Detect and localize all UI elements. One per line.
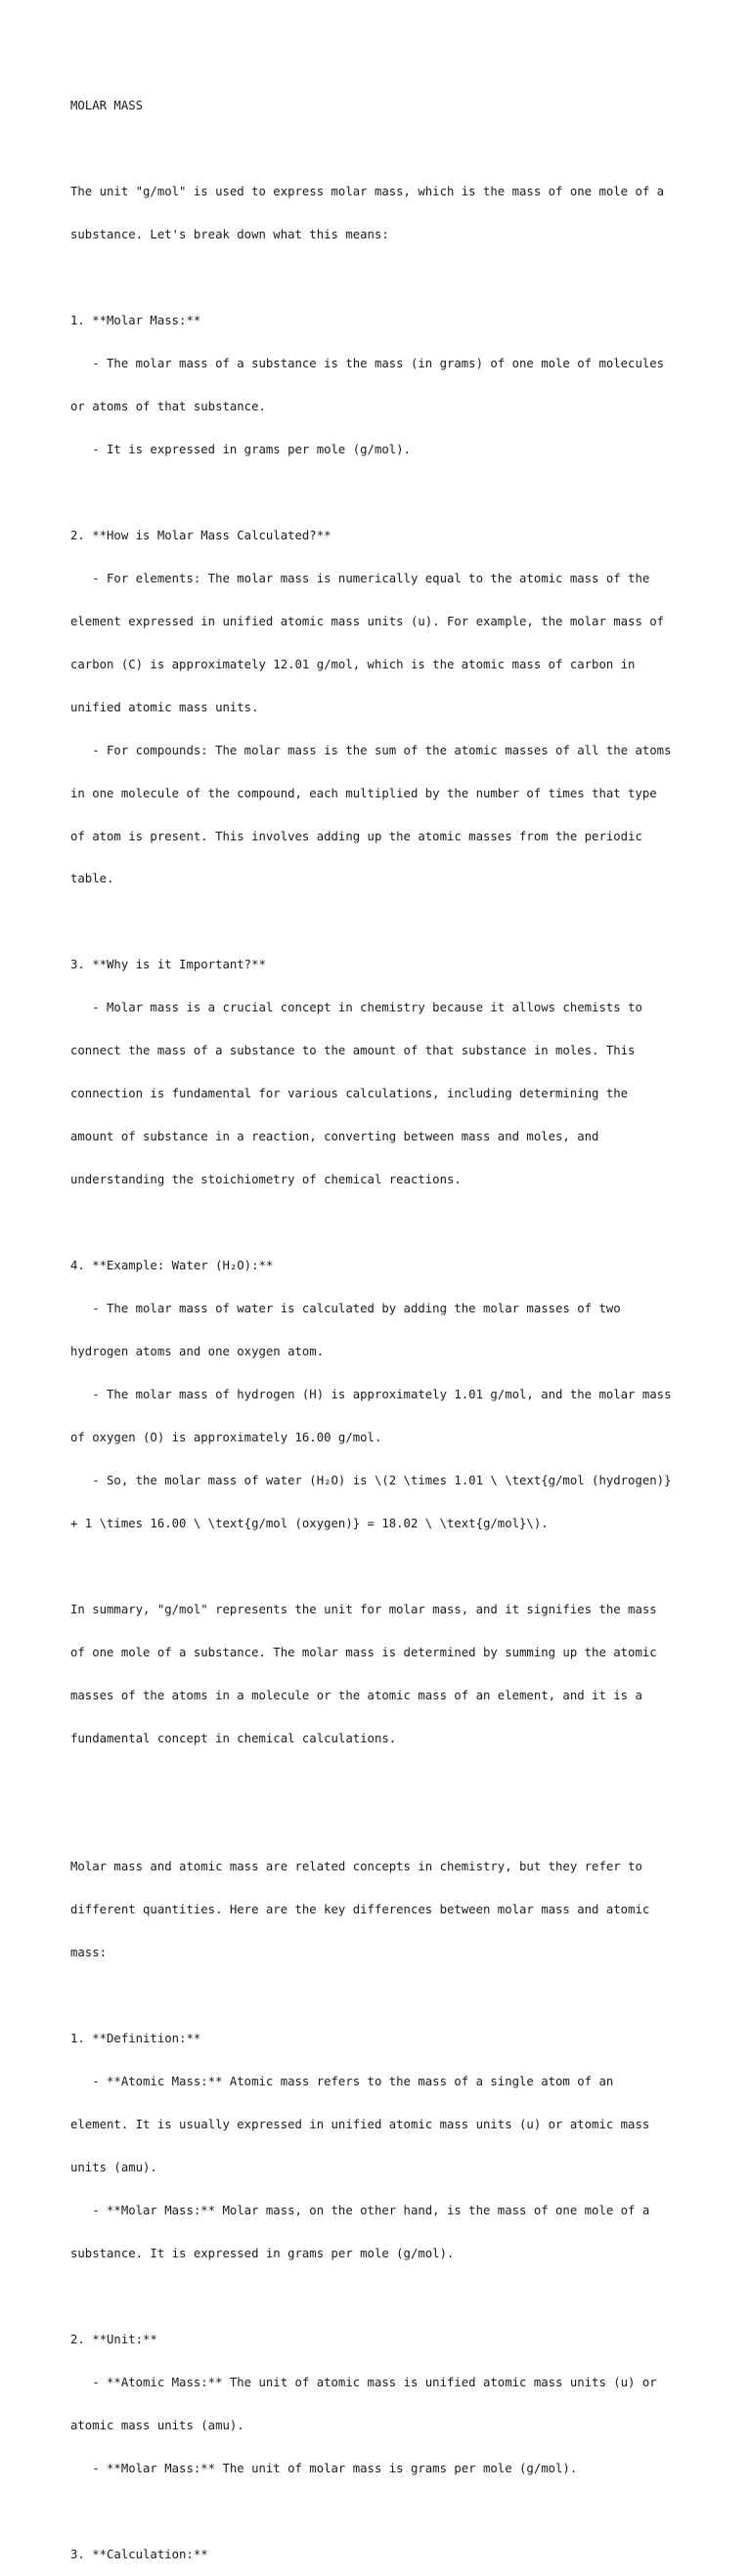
doc-line: - The molar mass of a substance is the mass (in grams) of one mole of molecules <box>70 357 665 371</box>
doc-line: table. <box>70 872 114 886</box>
doc-line: masses of the atoms in a molecule or the atomic mass of an element, and it is a <box>70 1688 642 1702</box>
doc-line: in one molecule of the compound, each multiplied by the number of times that type <box>70 786 657 800</box>
doc-line: amount of substance in a reaction, converting between mass and moles, and <box>70 1130 599 1144</box>
doc-line: atomic mass units (amu). <box>70 2418 244 2432</box>
doc-line: - For elements: The molar mass is numerically equal to the atomic mass of the <box>70 571 650 585</box>
doc-line: element. It is usually expressed in unified atomic mass units (u) or atomic mass <box>70 2118 650 2132</box>
doc-line <box>70 915 686 929</box>
doc-line: carbon (C) is approximately 12.01 g/mol, which is the atomic mass of carbon in <box>70 657 636 671</box>
doc-line: or atoms of that substance. <box>70 399 266 413</box>
doc-line: unified atomic mass units. <box>70 700 259 714</box>
doc-line: MOLAR MASS <box>70 99 144 113</box>
doc-line: - The molar mass of hydrogen (H) is approximately 1.01 g/mol, and the molar mass <box>70 1387 672 1401</box>
doc-line <box>70 271 686 285</box>
doc-line: different quantities. Here are the key differences between molar mass and atomic <box>70 1903 650 1917</box>
doc-line: - It is expressed in grams per mole (g/mol). <box>70 442 411 456</box>
doc-line: - **Molar Mass:** The unit of molar mass is grams per mole (g/mol). <box>70 2461 578 2475</box>
doc-line: 3. **Calculation:** <box>70 2547 208 2561</box>
doc-line: - Molar mass is a crucial concept in chemistry because it allows chemists to <box>70 1001 642 1015</box>
doc-line: units (amu). <box>70 2161 157 2175</box>
doc-line: of one mole of a substance. The molar mass is determined by summing up the atomic <box>70 1645 657 1659</box>
doc-line: 1. **Molar Mass:** <box>70 314 201 328</box>
doc-line: - **Atomic Mass:** The unit of atomic mass is unified atomic mass units (u) or <box>70 2375 657 2389</box>
doc-line: - So, the molar mass of water (H₂O) is \(2 \times 1.01 \ \text{g/mol (hydrogen)} <box>70 1473 672 1487</box>
doc-line: 3. **Why is it Important?** <box>70 958 266 972</box>
doc-line: - **Atomic Mass:** Atomic mass refers to the mass of a single atom of an <box>70 2075 614 2089</box>
doc-line: 4. **Example: Water (H₂O):** <box>70 1259 274 1273</box>
doc-line: 1. **Definition:** <box>70 2032 201 2046</box>
doc-line <box>70 2505 686 2519</box>
doc-line: connection is fundamental for various calculations, including determining the <box>70 1087 629 1101</box>
document-page <box>70 70 686 2576</box>
doc-line: + 1 \times 16.00 \ \text{g/mol (oxygen)} = 18.02 \ \text{g/mol}\). <box>70 1516 549 1530</box>
doc-line: element expressed in unified atomic mass units (u). For example, the molar mass of <box>70 614 665 628</box>
doc-line: substance. It is expressed in grams per mole (g/mol). <box>70 2246 455 2260</box>
doc-line: of atom is present. This involves adding up the atomic masses from the periodic <box>70 829 642 843</box>
doc-line: - **Molar Mass:** Molar mass, on the other hand, is the mass of one mole of a <box>70 2204 650 2218</box>
doc-line: hydrogen atoms and one oxygen atom. <box>70 1344 325 1358</box>
doc-line: 2. **How is Molar Mass Calculated?** <box>70 528 331 542</box>
doc-line: In summary, "g/mol" represents the unit for molar mass, and it signifies the mass <box>70 1602 657 1616</box>
doc-line: - The molar mass of water is calculated by adding the molar masses of two <box>70 1302 621 1315</box>
doc-line <box>70 2290 686 2304</box>
doc-line <box>70 1989 686 2003</box>
doc-line: mass: <box>70 1946 108 1960</box>
doc-line: - For compounds: The molar mass is the sum of the atomic masses of all the atoms <box>70 743 672 757</box>
doc-line: of oxygen (O) is approximately 16.00 g/mol. <box>70 1430 382 1444</box>
doc-line: Molar mass and atomic mass are related concepts in chemistry, but they refer to <box>70 1860 642 1874</box>
doc-line: connect the mass of a substance to the amount of that substance in moles. This <box>70 1044 636 1058</box>
doc-line: understanding the stoichiometry of chemical reactions. <box>70 1173 462 1187</box>
doc-line: substance. Let's break down what this means: <box>70 228 389 242</box>
doc-line <box>70 142 686 156</box>
doc-line <box>70 486 686 500</box>
doc-line <box>70 1774 686 1788</box>
doc-line <box>70 1817 686 1831</box>
doc-line <box>70 1560 686 1574</box>
doc-line: The unit "g/mol" is used to express molar mass, which is the mass of one mole of a <box>70 185 665 199</box>
doc-line: fundamental concept in chemical calculations. <box>70 1731 397 1745</box>
doc-line <box>70 1216 686 1230</box>
doc-line: 2. **Unit:** <box>70 2332 157 2346</box>
